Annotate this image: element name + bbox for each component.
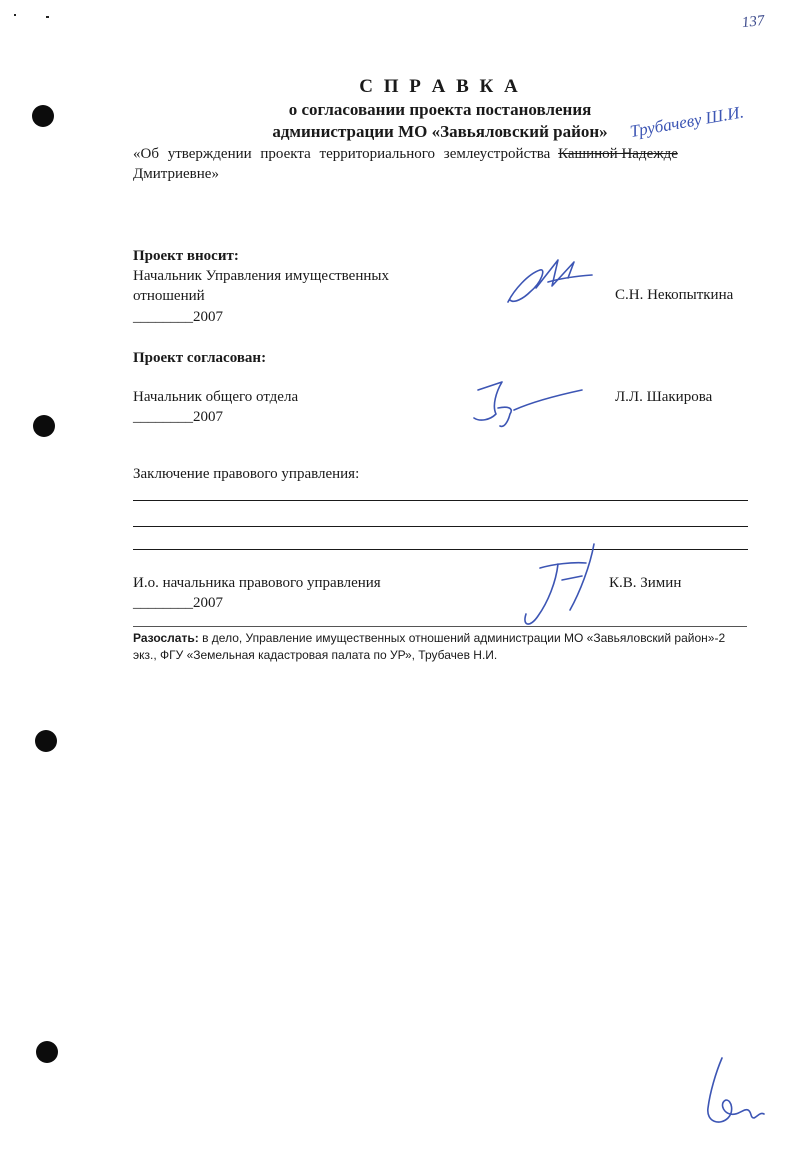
- approval-date: ________2007: [133, 409, 223, 425]
- scan-mark: [46, 16, 49, 18]
- legal-date: ________2007: [133, 595, 223, 611]
- signature-submitter: [500, 252, 600, 310]
- distribution-line-2: экз., ФГУ «Земельная кадастровая палата по УР», Трубачев Н.И.: [133, 648, 498, 662]
- document-title-line-3: администрации МО «Завьяловский район»: [272, 122, 608, 141]
- page-number: 137: [741, 12, 766, 32]
- submitter-position-line-2: отношений: [133, 288, 205, 304]
- handwritten-insert: Трубачеву Ш.И.: [628, 102, 746, 142]
- bottom-initials: [696, 1052, 770, 1130]
- document-heading: С П Р А В К А: [359, 76, 521, 97]
- distribution-label: Разослать:: [133, 631, 199, 645]
- punch-hole: [36, 1041, 58, 1063]
- document-title-line-2: о согласовании проекта постановления: [288, 100, 592, 119]
- subject-line-2: Дмитриевне»: [133, 166, 219, 182]
- conclusion-line: [133, 549, 748, 550]
- distribution-line-1: [133, 630, 725, 647]
- subject-line-1: [133, 144, 750, 164]
- submitter-date: ________2007: [133, 309, 223, 325]
- approval-position: Начальник общего отдела: [133, 389, 299, 405]
- struck-name: Кашиной Надежде: [558, 146, 678, 162]
- subject-text: «Об утверждении проекта территориального землеустройства: [133, 146, 551, 162]
- submitter-heading: Проект вносит:: [133, 248, 239, 264]
- punch-hole: [33, 415, 55, 437]
- punch-hole: [35, 730, 57, 752]
- legal-name: К.В. Зимин: [609, 575, 682, 591]
- distribution-text: в дело, Управление имущественных отношений администрации МО «Завьяловский район»-2: [202, 631, 726, 645]
- approval-name: Л.Л. Шакирова: [615, 389, 713, 405]
- approval-heading: Проект согласован:: [133, 350, 267, 366]
- signature-approval: [462, 378, 587, 430]
- scan-mark: [14, 14, 16, 16]
- legal-heading: Заключение правового управления:: [133, 466, 360, 482]
- submitter-name: С.Н. Некопыткина: [615, 287, 734, 303]
- conclusion-line: [133, 500, 748, 501]
- distribution-separator: [133, 626, 747, 627]
- legal-position: И.о. начальника правового управления: [133, 575, 381, 591]
- submitter-position-line-1: Начальник Управления имущественных: [133, 268, 389, 284]
- conclusion-line: [133, 526, 748, 527]
- signature-legal: [496, 536, 616, 632]
